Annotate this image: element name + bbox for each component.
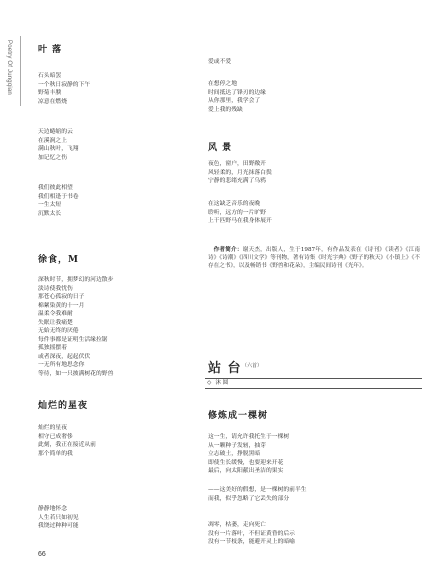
poem-line: 而我，似乎忽略了它丢失的部分 xyxy=(208,495,290,502)
section-canlan-xingye xyxy=(38,398,88,411)
section-title: 徐食，M xyxy=(38,255,79,265)
poem-line: 或者深夜，起起伏伏 xyxy=(38,353,91,360)
poem-line: 每件事都是证明生活缘拉锯 xyxy=(38,336,108,343)
poem-line: 淡诗使我忧伤 xyxy=(38,285,73,292)
poem-line: 失眠让我痛楚 xyxy=(38,319,73,326)
station-author: 沐 圆 xyxy=(215,380,229,386)
station-title: 站 台 xyxy=(208,361,242,376)
station-subtitle: （六首） xyxy=(242,363,263,369)
stanza xyxy=(208,80,266,114)
poem-line: 等待，如一只披满树花的野兽 xyxy=(38,370,114,377)
poem-line: 那个简单的我 xyxy=(38,450,73,457)
poem-line: 深秋时节，拥梦幻的河边散步 xyxy=(38,277,114,283)
sidebar-divider xyxy=(20,36,21,106)
poem-line: ——这美好的假想，是一棵树的前半生 xyxy=(208,487,307,493)
stanza xyxy=(208,521,295,547)
poem-line: 爱上我的残缺 xyxy=(208,106,243,113)
poem-line: 野菊丰腴 xyxy=(38,90,62,96)
poem-line: 孤独摇摆着 xyxy=(38,345,67,351)
poem-line: 一个秋日寂静的下午 xyxy=(38,81,91,88)
poem-line: 聆听，远方的一片旷野 xyxy=(208,209,266,216)
poem-line: 凋零，枯萎，走向死亡 xyxy=(208,522,266,528)
poem-line: 我们相逢于书卷 xyxy=(38,193,79,200)
poem-line: 温柔令我难耐 xyxy=(38,311,73,317)
poem-line: 我们彼此相望 xyxy=(38,185,73,191)
section-title: 灿烂的星夜 xyxy=(38,401,89,411)
poem-line: 我饶过种种可能 xyxy=(38,523,79,529)
poem-line: 在这缺乏音乐的夜晚 xyxy=(208,201,261,207)
poem-line: 棉絮染黄的十一月 xyxy=(38,302,85,309)
poem-line: 石头暗罢 xyxy=(38,73,62,79)
section-fengjing xyxy=(208,140,232,153)
poem-line: 爱或不爱 xyxy=(208,59,232,65)
diamond-icon: ◇ xyxy=(207,380,212,386)
poem-line: 一生太短 xyxy=(38,202,62,208)
author-note-text xyxy=(208,246,420,271)
poem-line: 夜色，窗户，田野敞开 xyxy=(208,161,266,167)
stanza xyxy=(208,200,272,226)
stanza xyxy=(208,160,272,186)
poem-line: 最后，向太阳献出圣洁的果实 xyxy=(208,468,284,474)
station-author-bar xyxy=(205,378,422,389)
poem-line: 没有一节枝条，能避开灵上的暗喻 xyxy=(208,539,295,545)
stanza xyxy=(208,486,307,503)
poem-line: 时间抵达了锋刃的边缘 xyxy=(208,89,266,96)
poem-line: 凉意在燃烧 xyxy=(38,98,67,105)
poem-line: 满山秋叶，飞翔 xyxy=(38,146,79,152)
author-note-body: 谢天杰，出版人，生于1987年，有作品发表在《诗刊》《读者》《江南诗》《诗潮》《四川文学》等刊物，著有诗集《时光字典》《野子的秋天》《小镇上》《不存在之书》，以及畅销书《野兽和花朵》，主编民间诗刊《光年》。 xyxy=(208,247,420,270)
stanza xyxy=(208,433,289,476)
stanza xyxy=(38,424,96,458)
stanza xyxy=(38,505,79,531)
poem-line: 在想停之地 xyxy=(208,81,237,87)
poem-line: 风轻柔的，月光抹落白鬓 xyxy=(208,169,272,176)
poem-line: 静静地怀念 xyxy=(38,506,67,512)
poem-line: 即使生长缓慢，也要迎来开花 xyxy=(208,459,284,466)
section-title: 叶 落 xyxy=(38,45,63,55)
poem-line: 此刻，我正在接近从前 xyxy=(38,442,96,448)
stanza xyxy=(38,184,79,218)
sidebar-label: Poetry Of Jungqian xyxy=(6,40,12,95)
poem-line: 上干匹野马在我身体展开 xyxy=(208,218,272,224)
poem-line: 一无所有地思念你 xyxy=(38,362,85,368)
section-xiulian xyxy=(208,408,268,421)
section-title: 风 景 xyxy=(208,143,233,153)
poem-line: 这一生，请允许我托生于一棵树 xyxy=(208,434,290,440)
poem-line: 在溪涧之上 xyxy=(38,137,67,144)
poem-line: 从你那里，我学会了 xyxy=(208,98,261,104)
author-note xyxy=(208,246,420,271)
stanza xyxy=(38,128,79,162)
section-title: 修炼成一棵树 xyxy=(208,411,269,421)
poem-line: 从一颗种子发轫，抽芽 xyxy=(208,442,266,449)
poem-line: 人生若只如初见 xyxy=(38,514,79,521)
poem-line: 无始无终的厌倦 xyxy=(38,328,79,334)
poem-line: 灿烂的星夜 xyxy=(38,425,67,431)
page-number: 66 xyxy=(38,551,46,558)
poem-line: 加记忆之伤 xyxy=(38,154,67,161)
author-note-label: 作者简介： xyxy=(213,247,243,253)
poem-line: 宁静的悲绪充满了乌鸦 xyxy=(208,178,266,184)
poem-line: 相守已成奢侈 xyxy=(38,433,73,440)
top-stanza xyxy=(208,58,231,67)
poem-line: 天边蜷缩的云 xyxy=(38,129,73,135)
section-ye-luo xyxy=(38,42,62,55)
poem-line: 沉默太长 xyxy=(38,210,62,217)
poem-line: 立志破土，挣脱黑暗 xyxy=(208,451,261,457)
poem-line: 那苍心孤寂的日子 xyxy=(38,294,85,300)
poem-line: 没有一片落叶，不但证黄昏的后示 xyxy=(208,530,295,537)
stanza xyxy=(38,276,113,378)
section-xu-shi xyxy=(38,252,79,265)
stanza xyxy=(38,72,90,106)
